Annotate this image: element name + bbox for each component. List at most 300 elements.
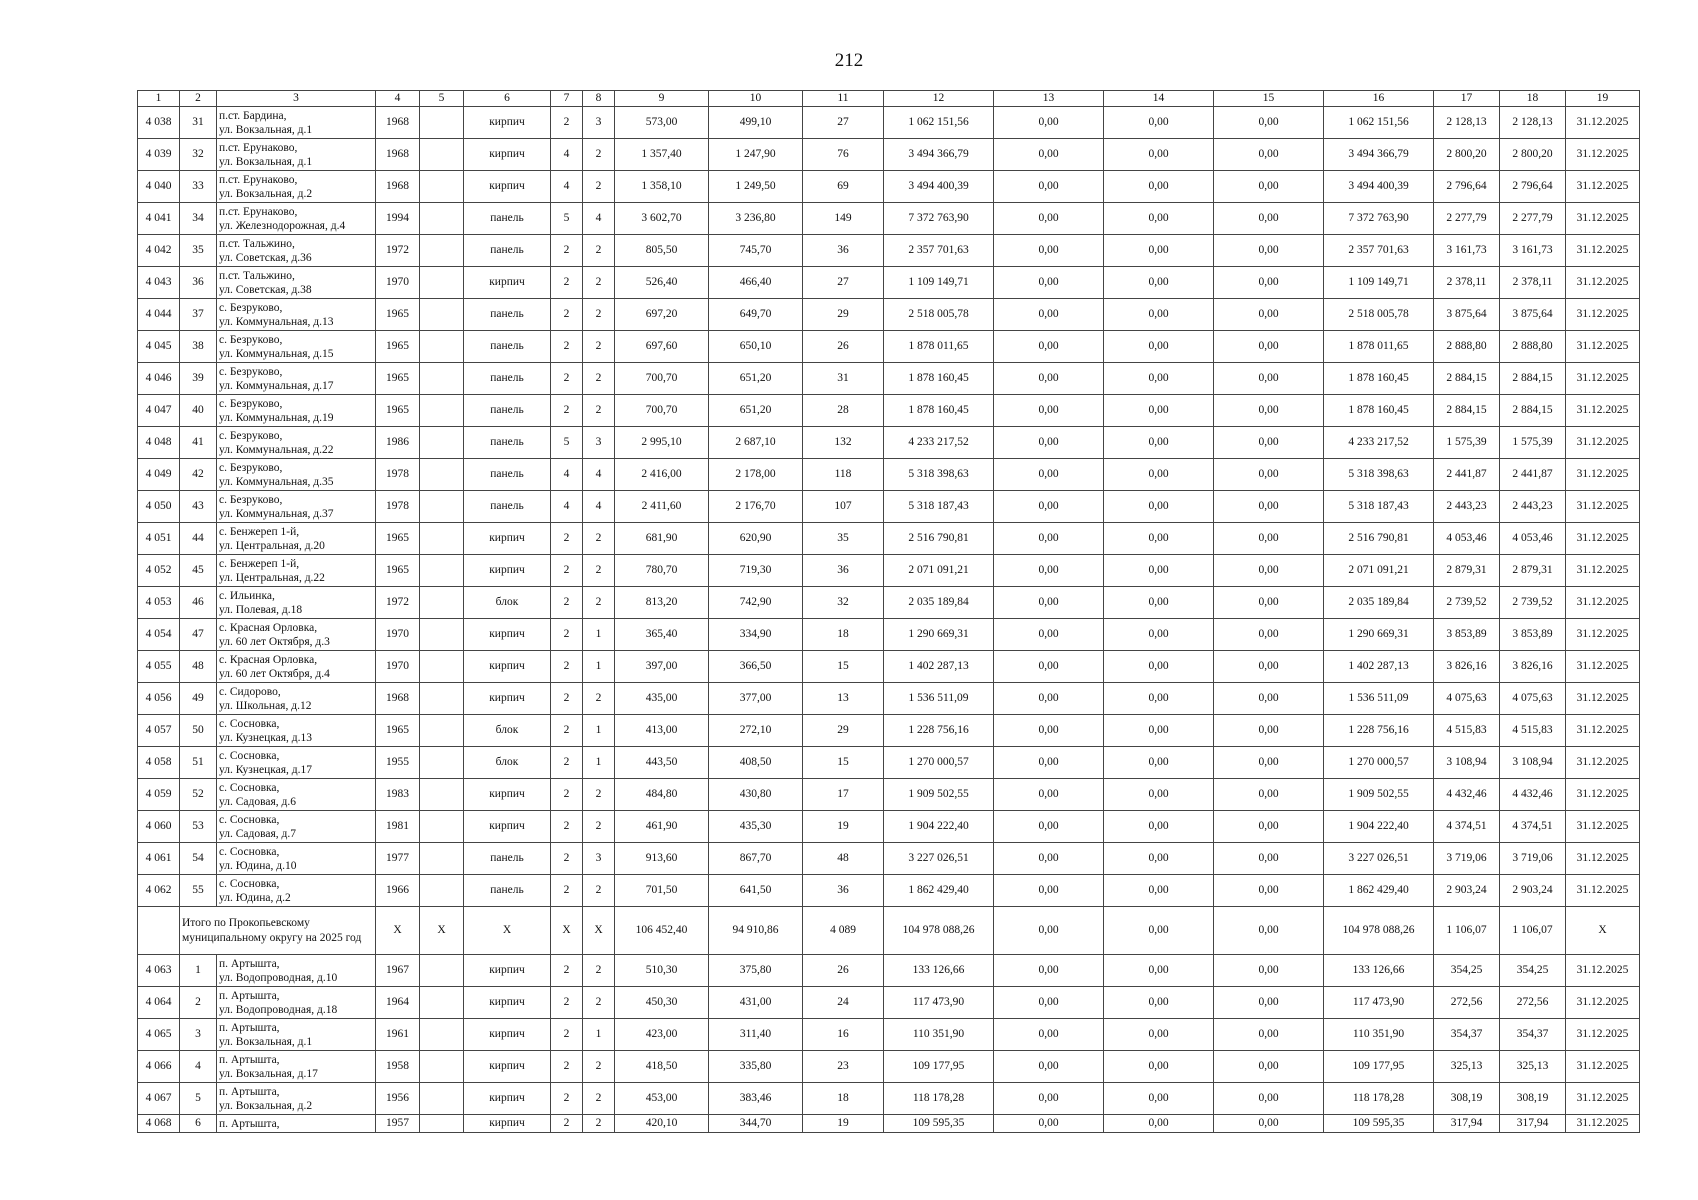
max-unit-cost: 354,25 bbox=[1500, 955, 1566, 987]
wall-material: кирпич bbox=[464, 1051, 551, 1083]
column-16: 3 227 026,51 bbox=[1324, 843, 1434, 875]
address-cell bbox=[217, 811, 376, 843]
total-area: 450,30 bbox=[615, 987, 709, 1019]
column-13: 0,00 bbox=[994, 459, 1104, 491]
row-index: 32 bbox=[180, 139, 217, 171]
entrances: 2 bbox=[583, 683, 615, 715]
unit-cost: 4 075,63 bbox=[1434, 683, 1500, 715]
table-row bbox=[138, 523, 1640, 555]
table-row bbox=[138, 587, 1640, 619]
living-area: 641,50 bbox=[709, 875, 803, 907]
table-row bbox=[138, 1019, 1640, 1051]
wall-material: кирпич bbox=[464, 987, 551, 1019]
row-index: 50 bbox=[180, 715, 217, 747]
column-5 bbox=[420, 1051, 464, 1083]
living-area: 344,70 bbox=[709, 1115, 803, 1133]
address-street: ул. Железнодорожная, д.4 bbox=[219, 219, 346, 232]
column-16: 3 494 400,39 bbox=[1324, 171, 1434, 203]
unit-cost: 3 719,06 bbox=[1434, 843, 1500, 875]
column-16: 1 909 502,55 bbox=[1324, 779, 1434, 811]
wall-material: кирпич bbox=[464, 523, 551, 555]
column-16: 2 035 189,84 bbox=[1324, 587, 1434, 619]
entrances: 2 bbox=[583, 1083, 615, 1115]
total-cost: 2 035 189,84 bbox=[884, 587, 994, 619]
living-area: 719,30 bbox=[709, 555, 803, 587]
table-row bbox=[138, 811, 1640, 843]
column-13: 0,00 bbox=[994, 491, 1104, 523]
column-number: 10 bbox=[709, 91, 803, 107]
year-built: 1957 bbox=[376, 1115, 420, 1133]
table-row bbox=[138, 331, 1640, 363]
address-street: ул. Вокзальная, д.1 bbox=[219, 155, 313, 168]
wall-material: панель bbox=[464, 299, 551, 331]
unit-cost: 308,19 bbox=[1434, 1083, 1500, 1115]
column-15: 0,00 bbox=[1214, 747, 1324, 779]
column-15: 0,00 bbox=[1214, 459, 1324, 491]
row-index: 51 bbox=[180, 747, 217, 779]
address-street: ул. Вокзальная, д.17 bbox=[219, 1067, 318, 1080]
max-unit-cost: 3 719,06 bbox=[1500, 843, 1566, 875]
column-13: 0,00 bbox=[994, 235, 1104, 267]
address-cell bbox=[217, 203, 376, 235]
residents: 36 bbox=[803, 555, 884, 587]
wall-material: кирпич bbox=[464, 267, 551, 299]
column-14: 0,00 bbox=[1104, 811, 1214, 843]
entrances: 2 bbox=[583, 987, 615, 1019]
unit-cost: 4 053,46 bbox=[1434, 523, 1500, 555]
address-settlement: с. Безруково, bbox=[219, 301, 283, 314]
column-16: 1 862 429,40 bbox=[1324, 875, 1434, 907]
entrances: 2 bbox=[583, 875, 615, 907]
unit-cost: 2 441,87 bbox=[1434, 459, 1500, 491]
floors: 2 bbox=[551, 395, 583, 427]
address-settlement: с. Безруково, bbox=[219, 397, 283, 410]
wall-material: кирпич bbox=[464, 619, 551, 651]
total-cost: 2 516 790,81 bbox=[884, 523, 994, 555]
entrances: 3 bbox=[583, 427, 615, 459]
total-row bbox=[138, 907, 1640, 955]
living-area: 375,80 bbox=[709, 955, 803, 987]
row-index: 37 bbox=[180, 299, 217, 331]
floors: 5 bbox=[551, 427, 583, 459]
column-16: 5 318 187,43 bbox=[1324, 491, 1434, 523]
wall-material: кирпич bbox=[464, 139, 551, 171]
year-built: 1994 bbox=[376, 203, 420, 235]
wall-material: кирпич bbox=[464, 1083, 551, 1115]
column-13: 0,00 bbox=[994, 747, 1104, 779]
row-index: 38 bbox=[180, 331, 217, 363]
residents: 23 bbox=[803, 1051, 884, 1083]
column-5 bbox=[420, 203, 464, 235]
residents: 26 bbox=[803, 331, 884, 363]
row-index: 47 bbox=[180, 619, 217, 651]
column-14: 0,00 bbox=[1104, 715, 1214, 747]
total-cost: 1 402 287,13 bbox=[884, 651, 994, 683]
living-area: 742,90 bbox=[709, 587, 803, 619]
column-13: 0,00 bbox=[994, 171, 1104, 203]
column-5 bbox=[420, 683, 464, 715]
deadline: 31.12.2025 bbox=[1566, 779, 1640, 811]
total-area: 697,20 bbox=[615, 299, 709, 331]
max-unit-cost: 2 277,79 bbox=[1500, 203, 1566, 235]
row-register-number: 4 053 bbox=[138, 587, 180, 619]
wall-material: панель bbox=[464, 875, 551, 907]
year-built: 1968 bbox=[376, 683, 420, 715]
living-area: 499,10 bbox=[709, 107, 803, 139]
total-area: 913,60 bbox=[615, 843, 709, 875]
column-5 bbox=[420, 1115, 464, 1133]
entrances: 2 bbox=[583, 555, 615, 587]
column-15: 0,00 bbox=[1214, 651, 1324, 683]
column-5 bbox=[420, 139, 464, 171]
living-area: 335,80 bbox=[709, 1051, 803, 1083]
unit-cost: 272,56 bbox=[1434, 987, 1500, 1019]
address-settlement: с. Бенжереп 1-й, bbox=[219, 557, 300, 570]
living-area: 867,70 bbox=[709, 843, 803, 875]
total-cost: 1 878 011,65 bbox=[884, 331, 994, 363]
column-14: 0,00 bbox=[1104, 875, 1214, 907]
floors: 4 bbox=[551, 171, 583, 203]
address-settlement: с. Безруково, bbox=[219, 429, 283, 442]
address-street: ул. Вокзальная, д.2 bbox=[219, 1099, 313, 1112]
unit-cost: 2 888,80 bbox=[1434, 331, 1500, 363]
address-cell bbox=[217, 107, 376, 139]
address-cell bbox=[217, 1115, 376, 1133]
row-register-number: 4 068 bbox=[138, 1115, 180, 1133]
year-built: 1970 bbox=[376, 267, 420, 299]
deadline: 31.12.2025 bbox=[1566, 523, 1640, 555]
entrances: 1 bbox=[583, 1019, 615, 1051]
address-street: ул. Советская, д.36 bbox=[219, 251, 312, 264]
unit-cost: 2 796,64 bbox=[1434, 171, 1500, 203]
entrances: 2 bbox=[583, 235, 615, 267]
row-index: 48 bbox=[180, 651, 217, 683]
floors: 2 bbox=[551, 555, 583, 587]
total-area: 700,70 bbox=[615, 363, 709, 395]
residents: 149 bbox=[803, 203, 884, 235]
entrances: 4 bbox=[583, 491, 615, 523]
entrances: 2 bbox=[583, 331, 615, 363]
row-index: 35 bbox=[180, 235, 217, 267]
max-unit-cost: 4 053,46 bbox=[1500, 523, 1566, 555]
total-cost: 5 318 398,63 bbox=[884, 459, 994, 491]
total-area: 420,10 bbox=[615, 1115, 709, 1133]
address-street: ул. Коммунальная, д.35 bbox=[219, 475, 334, 488]
column-15: 0,00 bbox=[1214, 235, 1324, 267]
column-13: 0,00 bbox=[994, 811, 1104, 843]
column-14: 0,00 bbox=[1104, 747, 1214, 779]
max-unit-cost: 2 739,52 bbox=[1500, 587, 1566, 619]
total-area: 1 357,40 bbox=[615, 139, 709, 171]
year-built: 1977 bbox=[376, 843, 420, 875]
row-register-number: 4 042 bbox=[138, 235, 180, 267]
address-cell bbox=[217, 235, 376, 267]
column-16: 1 878 160,45 bbox=[1324, 395, 1434, 427]
address-settlement: п. Артышта, bbox=[219, 1021, 280, 1034]
year-built: 1965 bbox=[376, 363, 420, 395]
column-14: 0,00 bbox=[1104, 363, 1214, 395]
column-15: 0,00 bbox=[1214, 171, 1324, 203]
residents: 24 bbox=[803, 987, 884, 1019]
address-settlement: с. Красная Орловка, bbox=[219, 621, 318, 634]
column-13: 0,00 bbox=[994, 299, 1104, 331]
column-13: 0,00 bbox=[994, 651, 1104, 683]
unit-cost: 2 277,79 bbox=[1434, 203, 1500, 235]
wall-material: панель bbox=[464, 363, 551, 395]
row-index: 1 bbox=[180, 955, 217, 987]
address-street: ул. Коммунальная, д.15 bbox=[219, 347, 334, 360]
entrances: 2 bbox=[583, 299, 615, 331]
total-area: 423,00 bbox=[615, 1019, 709, 1051]
row-register-number: 4 041 bbox=[138, 203, 180, 235]
column-number: 18 bbox=[1500, 91, 1566, 107]
address-settlement: с. Сосновка, bbox=[219, 749, 280, 762]
max-unit-cost: 2 800,20 bbox=[1500, 139, 1566, 171]
deadline: 31.12.2025 bbox=[1566, 811, 1640, 843]
total-area: 2 995,10 bbox=[615, 427, 709, 459]
address-cell bbox=[217, 715, 376, 747]
wall-material: панель bbox=[464, 843, 551, 875]
total-area: 813,20 bbox=[615, 587, 709, 619]
column-16: 118 178,28 bbox=[1324, 1083, 1434, 1115]
address-cell bbox=[217, 875, 376, 907]
row-index: 40 bbox=[180, 395, 217, 427]
column-5 bbox=[420, 955, 464, 987]
address-settlement: с. Безруково, bbox=[219, 461, 283, 474]
row-index: 39 bbox=[180, 363, 217, 395]
table-row bbox=[138, 715, 1640, 747]
living-area: 466,40 bbox=[709, 267, 803, 299]
total-cost: 1 109 149,71 bbox=[884, 267, 994, 299]
deadline: 31.12.2025 bbox=[1566, 683, 1640, 715]
address-cell bbox=[217, 1083, 376, 1115]
address-settlement: п.ст. Тальжино, bbox=[219, 269, 295, 282]
residents: 13 bbox=[803, 683, 884, 715]
column-15: 0,00 bbox=[1214, 843, 1324, 875]
address-cell bbox=[217, 523, 376, 555]
wall-material: панель bbox=[464, 459, 551, 491]
total-area: 700,70 bbox=[615, 395, 709, 427]
residents: 118 bbox=[803, 459, 884, 491]
table-row bbox=[138, 555, 1640, 587]
living-area: 2 176,70 bbox=[709, 491, 803, 523]
residents: 132 bbox=[803, 427, 884, 459]
column-16: 1 290 669,31 bbox=[1324, 619, 1434, 651]
total-cost: 2 357 701,63 bbox=[884, 235, 994, 267]
deadline: 31.12.2025 bbox=[1566, 459, 1640, 491]
unit-cost: 3 826,16 bbox=[1434, 651, 1500, 683]
address-cell bbox=[217, 619, 376, 651]
unit-cost: 2 800,20 bbox=[1434, 139, 1500, 171]
column-13: 0,00 bbox=[994, 395, 1104, 427]
residents: 16 bbox=[803, 1019, 884, 1051]
floors: 2 bbox=[551, 363, 583, 395]
total-cost: 1 062 151,56 bbox=[884, 107, 994, 139]
address-street: ул. 60 лет Октября, д.4 bbox=[219, 667, 330, 680]
entrances: 3 bbox=[583, 107, 615, 139]
address-street: ул. Юдина, д.10 bbox=[219, 859, 297, 872]
column-15: 0,00 bbox=[1214, 1115, 1324, 1133]
column-16: 2 516 790,81 bbox=[1324, 523, 1434, 555]
living-area: 430,80 bbox=[709, 779, 803, 811]
table-row bbox=[138, 1083, 1640, 1115]
max-unit-cost: 4 374,51 bbox=[1500, 811, 1566, 843]
address-cell bbox=[217, 363, 376, 395]
total-cell: 1 106,07 bbox=[1434, 907, 1500, 955]
address-cell bbox=[217, 987, 376, 1019]
total-area: 805,50 bbox=[615, 235, 709, 267]
deadline: 31.12.2025 bbox=[1566, 235, 1640, 267]
floors: 2 bbox=[551, 587, 583, 619]
living-area: 435,30 bbox=[709, 811, 803, 843]
row-register-number: 4 052 bbox=[138, 555, 180, 587]
column-number: 6 bbox=[464, 91, 551, 107]
total-label: Итого по Прокопьевскому муниципальному округу на 2025 год bbox=[180, 907, 376, 955]
total-area: 1 358,10 bbox=[615, 171, 709, 203]
column-13: 0,00 bbox=[994, 1019, 1104, 1051]
unit-cost: 2 739,52 bbox=[1434, 587, 1500, 619]
row-index: 41 bbox=[180, 427, 217, 459]
total-cost: 4 233 217,52 bbox=[884, 427, 994, 459]
living-area: 272,10 bbox=[709, 715, 803, 747]
address-cell bbox=[217, 779, 376, 811]
unit-cost: 2 903,24 bbox=[1434, 875, 1500, 907]
column-16: 117 473,90 bbox=[1324, 987, 1434, 1019]
max-unit-cost: 2 884,15 bbox=[1500, 395, 1566, 427]
year-built: 1965 bbox=[376, 299, 420, 331]
address-settlement: с. Безруково, bbox=[219, 333, 283, 346]
column-13: 0,00 bbox=[994, 203, 1104, 235]
column-15: 0,00 bbox=[1214, 955, 1324, 987]
column-15: 0,00 bbox=[1214, 427, 1324, 459]
row-register-number: 4 039 bbox=[138, 139, 180, 171]
wall-material: кирпич bbox=[464, 779, 551, 811]
address-street: ул. 60 лет Октября, д.3 bbox=[219, 635, 330, 648]
row-index: 34 bbox=[180, 203, 217, 235]
table-row bbox=[138, 459, 1640, 491]
max-unit-cost: 354,37 bbox=[1500, 1019, 1566, 1051]
floors: 2 bbox=[551, 107, 583, 139]
max-unit-cost: 272,56 bbox=[1500, 987, 1566, 1019]
max-unit-cost: 2 888,80 bbox=[1500, 331, 1566, 363]
column-16: 1 270 000,57 bbox=[1324, 747, 1434, 779]
row-index: 44 bbox=[180, 523, 217, 555]
total-area: 461,90 bbox=[615, 811, 709, 843]
column-14: 0,00 bbox=[1104, 587, 1214, 619]
page-number: 212 bbox=[834, 50, 864, 71]
max-unit-cost: 3 108,94 bbox=[1500, 747, 1566, 779]
row-register-number: 4 065 bbox=[138, 1019, 180, 1051]
column-16: 110 351,90 bbox=[1324, 1019, 1434, 1051]
living-area: 431,00 bbox=[709, 987, 803, 1019]
column-15: 0,00 bbox=[1214, 331, 1324, 363]
deadline: 31.12.2025 bbox=[1566, 715, 1640, 747]
table-row bbox=[138, 651, 1640, 683]
address-cell bbox=[217, 427, 376, 459]
column-14: 0,00 bbox=[1104, 171, 1214, 203]
total-cell: X bbox=[1566, 907, 1640, 955]
residents: 19 bbox=[803, 1115, 884, 1133]
address-cell bbox=[217, 459, 376, 491]
wall-material: кирпич bbox=[464, 171, 551, 203]
deadline: 31.12.2025 bbox=[1566, 843, 1640, 875]
unit-cost: 3 161,73 bbox=[1434, 235, 1500, 267]
floors: 2 bbox=[551, 955, 583, 987]
wall-material: кирпич bbox=[464, 107, 551, 139]
total-area: 2 416,00 bbox=[615, 459, 709, 491]
column-14: 0,00 bbox=[1104, 1051, 1214, 1083]
residents: 29 bbox=[803, 299, 884, 331]
column-16: 7 372 763,90 bbox=[1324, 203, 1434, 235]
total-cost: 1 228 756,16 bbox=[884, 715, 994, 747]
year-built: 1958 bbox=[376, 1051, 420, 1083]
wall-material: панель bbox=[464, 491, 551, 523]
total-area: 681,90 bbox=[615, 523, 709, 555]
row-register-number: 4 056 bbox=[138, 683, 180, 715]
column-13: 0,00 bbox=[994, 107, 1104, 139]
entrances: 2 bbox=[583, 171, 615, 203]
column-number: 2 bbox=[180, 91, 217, 107]
wall-material: панель bbox=[464, 331, 551, 363]
row-index: 54 bbox=[180, 843, 217, 875]
address-settlement: п. Артышта, bbox=[219, 1053, 280, 1066]
column-16: 1 878 160,45 bbox=[1324, 363, 1434, 395]
column-14: 0,00 bbox=[1104, 955, 1214, 987]
table-row bbox=[138, 1115, 1640, 1133]
total-area: 510,30 bbox=[615, 955, 709, 987]
column-15: 0,00 bbox=[1214, 299, 1324, 331]
column-5 bbox=[420, 171, 464, 203]
row-register-number: 4 058 bbox=[138, 747, 180, 779]
table-row bbox=[138, 171, 1640, 203]
address-cell bbox=[217, 651, 376, 683]
total-cost: 1 270 000,57 bbox=[884, 747, 994, 779]
floors: 2 bbox=[551, 843, 583, 875]
address-settlement: п. Артышта, bbox=[219, 957, 280, 970]
address-settlement: п. Артышта, bbox=[219, 989, 280, 1002]
column-15: 0,00 bbox=[1214, 555, 1324, 587]
deadline: 31.12.2025 bbox=[1566, 587, 1640, 619]
address-settlement: с. Сосновка, bbox=[219, 717, 280, 730]
column-5 bbox=[420, 811, 464, 843]
column-14: 0,00 bbox=[1104, 619, 1214, 651]
wall-material: кирпич bbox=[464, 1115, 551, 1133]
row-register-number: 4 047 bbox=[138, 395, 180, 427]
unit-cost: 3 108,94 bbox=[1434, 747, 1500, 779]
unit-cost: 2 378,11 bbox=[1434, 267, 1500, 299]
column-5 bbox=[420, 459, 464, 491]
residents: 32 bbox=[803, 587, 884, 619]
total-cell: 4 089 bbox=[803, 907, 884, 955]
total-area: 453,00 bbox=[615, 1083, 709, 1115]
column-15: 0,00 bbox=[1214, 107, 1324, 139]
address-street: ул. Юдина, д.2 bbox=[219, 891, 291, 904]
column-13: 0,00 bbox=[994, 363, 1104, 395]
row-register-number: 4 059 bbox=[138, 779, 180, 811]
column-5 bbox=[420, 619, 464, 651]
living-area: 408,50 bbox=[709, 747, 803, 779]
total-cost: 2 518 005,78 bbox=[884, 299, 994, 331]
column-number: 7 bbox=[551, 91, 583, 107]
deadline: 31.12.2025 bbox=[1566, 395, 1640, 427]
entrances: 3 bbox=[583, 843, 615, 875]
address-cell bbox=[217, 747, 376, 779]
column-15: 0,00 bbox=[1214, 139, 1324, 171]
address-settlement: п.ст. Ерунаково, bbox=[219, 205, 298, 218]
column-13: 0,00 bbox=[994, 619, 1104, 651]
residents: 27 bbox=[803, 107, 884, 139]
address-street: ул. Школьная, д.12 bbox=[219, 699, 312, 712]
